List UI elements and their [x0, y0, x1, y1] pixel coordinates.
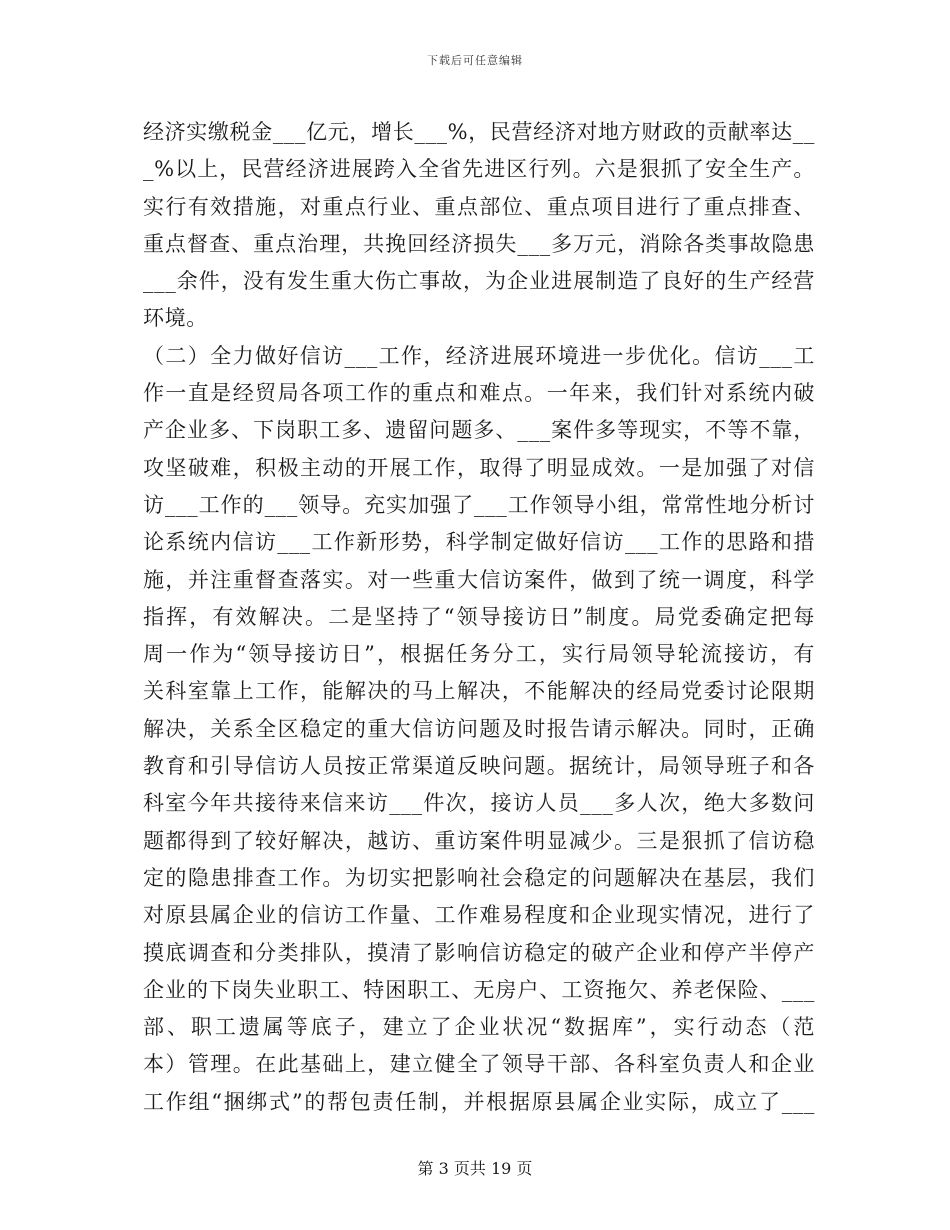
text-line: 关科室靠上工作，能解决的马上解决，不能解决的经局党委讨论限期 — [143, 679, 815, 704]
text-line: 解决，关系全区稳定的重大信访问题及时报告请示解决。同时，正确 — [143, 716, 815, 741]
document-body — [143, 114, 815, 1121]
text-line: 教育和引导信访人员按正常渠道反映问题。据统计，局领导班子和各 — [143, 754, 815, 779]
text-line: 摸底调查和分类排队，摸清了影响信访稳定的破产企业和停产半停产 — [143, 940, 815, 965]
text-line: 指挥，有效解决。二是坚持了“领导接访日”制度。局党委确定把每 — [143, 604, 815, 629]
text-line: 作一直是经贸局各项工作的重点和难点。一年来，我们针对系统内破 — [143, 381, 815, 406]
text-line: _%以上，民营经济进展跨入全省先进区行列。六是狠抓了安全生产。 — [143, 157, 815, 182]
text-line: 工作组“捆绑式”的帮包责任制，并根据原县属企业实际，成立了___ — [143, 1089, 815, 1114]
text-line: 部、职工遗属等底子，建立了企业状况“数据库”，实行动态（范 — [143, 1015, 815, 1040]
text-line: ___余件，没有发生重大伤亡事故，为企业进展制造了良好的生产经营 — [143, 269, 815, 294]
text-line: 周一作为“领导接访日”，根据任务分工，实行局领导轮流接访，有 — [143, 642, 815, 667]
text-line: （二）全力做好信访___工作，经济进展环境进一步优化。信访___工 — [143, 343, 815, 368]
text-line: 访___工作的___领导。充实加强了___工作领导小组，常常性地分析讨 — [143, 492, 815, 517]
text-line: 环境。 — [143, 306, 208, 331]
text-line: 定的隐患排查工作。为切实把影响社会稳定的问题解决在基层，我们 — [143, 865, 815, 890]
text-line: 论系统内信访___工作新形势，科学制定做好信访___工作的思路和措 — [143, 530, 815, 555]
text-line: 实行有效措施，对重点行业、重点部位、重点项目进行了重点排查、 — [143, 194, 815, 219]
text-line: 对原县属企业的信访工作量、工作难易程度和企业现实情况，进行了 — [143, 903, 815, 928]
text-line: 产企业多、下岗职工多、遗留问题多、___案件多等现实，不等不靠， — [143, 418, 815, 443]
page-footer: 第 3 页共 19 页 — [417, 1159, 533, 1178]
text-line: 本）管理。在此基础上，建立健全了领导干部、各科室负责人和企业 — [143, 1052, 815, 1077]
text-line: 攻坚破难，积极主动的开展工作，取得了明显成效。一是加强了对信 — [143, 455, 815, 480]
text-line: 科室今年共接待来信来访___件次，接访人员___多人次，绝大多数问 — [143, 791, 815, 816]
text-line: 经济实缴税金___亿元，增长___%，民营经济对地方财政的贡献率达__ — [143, 120, 815, 144]
text-line: 施，并注重督查落实。对一些重大信访案件，做到了统一调度，科学 — [143, 567, 815, 592]
text-line: 重点督查、重点治理，共挽回经济损失___多万元，消除各类事故隐患 — [143, 231, 815, 256]
text-line: 题都得到了较好解决，越访、重访案件明显减少。三是狠抓了信访稳 — [143, 828, 815, 853]
text-line: 企业的下岗失业职工、特困职工、无房户、工资拖欠、养老保险、___ — [143, 977, 815, 1002]
page-header: 下载后可任意编辑 — [427, 54, 523, 67]
